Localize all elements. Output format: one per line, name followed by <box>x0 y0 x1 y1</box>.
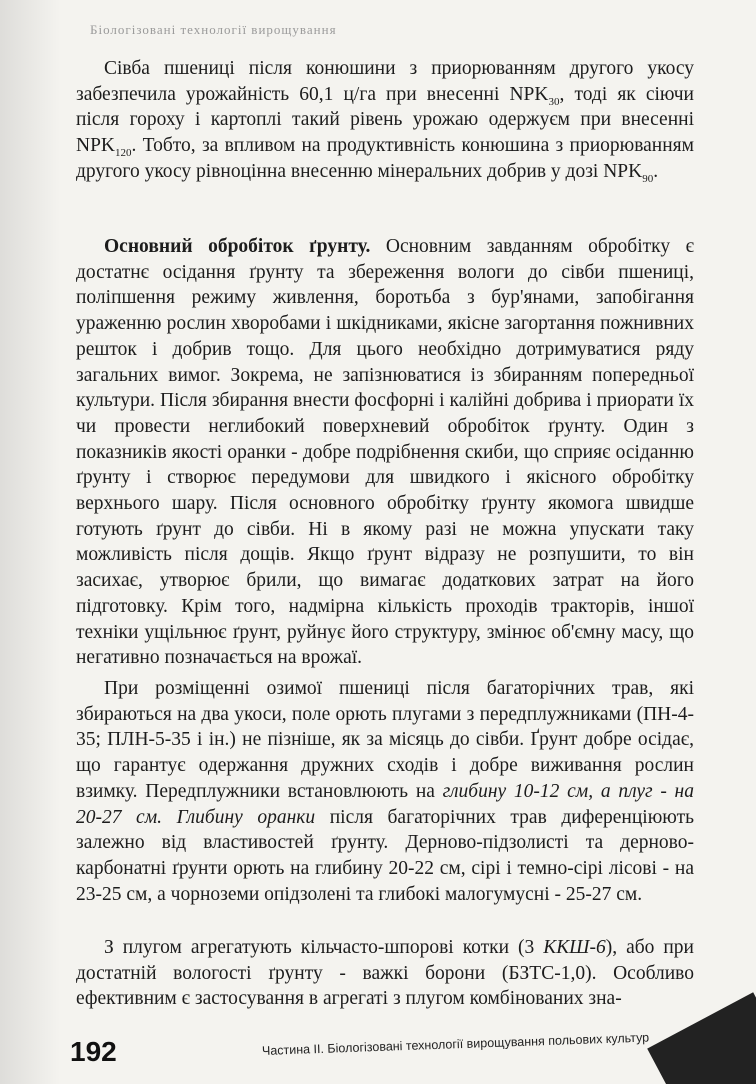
paragraph-main-tillage <box>76 234 694 671</box>
scan-shadow <box>0 0 60 1084</box>
footer-book-part: Частина II. Біологізовані технології вирощування польових культур <box>261 1030 650 1058</box>
paragraph-text: З плугом агрегатують кільчасто-шпорові котки (3 ККШ-6), або при достатній вологості ґрунту - важкі борони (БЗТС-1,0). Особливо ефективним є застосування в агрегаті з плугом комбінованих зна- <box>76 937 694 1010</box>
page-number: 192 <box>70 1036 117 1067</box>
paragraph-text: Основний обробіток ґрунту. Основним завданням обробітку є достатнє осідання ґрунту та збереження вологи до сівби пшениці, поліпшення режиму живлення, боротьба з бур'янами, запобігання ураженню рослин хворобами і шкідниками, якісне загортання пожнивних решток і добрив тощо. Для цього необхідно дотримуватися ряду загальних вимог. Зокрема, не запізнюватися із збиранням попередньої культури. Після збирання внести фосфорні і калійні добрива і приорати їх чи провести неглибокий поверхневий обробіток ґрунту. Один з показників якості оранки - добре подрібнення скиби, що сприяє осіданню ґрунту і створює передумови для швидкого і якісного обробітку верхнього шару. Після основного обробітку ґрунту якомога швидше готують ґрунт до сівби. Ні в якому разі не можна упускати таку можливість після дощів. Якщо ґрунт відразу не розпушити, то він засихає, утворює брили, що вимагає додаткових затрат на його підготовку. Крім того, надмірна кількість проходів тракторів, іншої техніки ущільнює ґрунт, руйнує його структуру, змінює об'ємну масу, що негативно позначається на врожаї. <box>76 236 694 669</box>
paragraph-perennial-grasses <box>76 676 694 907</box>
subscript: 30 <box>548 95 560 108</box>
italic-phrase: глибину 10-12 см, а плуг - на 20-27 см. Глибину оранки <box>76 780 694 828</box>
paragraph-text: Сівба пшениці після конюшини з приорюванням другого укосу забезпечила урожайність 60,1 ц/га при внесенні $NPK_{30}$, тоді як сіючи після гороху і картоплі такий рівень урожаю одержуєм при внесенні $NPK_{120}$. Тобто, за впливом на продуктивність конюшина з приорюванням другого укосу рівноцінна внесенню мінеральних добрив у дозі $NPK_{90}$. <box>76 58 694 185</box>
paragraph-text: При розміщенні озимої пшениці після багаторічних трав, які збираються на два укоси, поле орють плугами з передплужниками (ПН-4-35; ПЛН-5-35 і ін.) не пізніше, як за місяць до сівби. Ґрунт добре осідає, що гарантує одержання дружних сходів і добре виживання рослин взимку. Передплужники встановлюють на глибину 10-12 см, а плуг - на 20-27 см. Глибину оранки після багаторічних трав диференціюють залежно від властивостей ґрунту. Дерново-підзолисті та дерново-карбонатні ґрунти орють на глибину 20-22 см, сірі і темно-сірі лісові - на 23-25 см, а чорноземи опідзолені та глибокі малогумусні - 25-27 см. <box>76 678 694 905</box>
subscript: 120 <box>115 147 132 159</box>
italic-phrase: ККШ-6 <box>543 937 606 958</box>
paragraph-rollers <box>76 935 694 1012</box>
paragraph-clover-yield <box>76 56 694 185</box>
section-heading: Основний обробіток ґрунту. <box>104 236 371 257</box>
faint-running-header: Біологізовані технології вирощування <box>90 22 337 37</box>
subscript: 90 <box>642 172 654 185</box>
